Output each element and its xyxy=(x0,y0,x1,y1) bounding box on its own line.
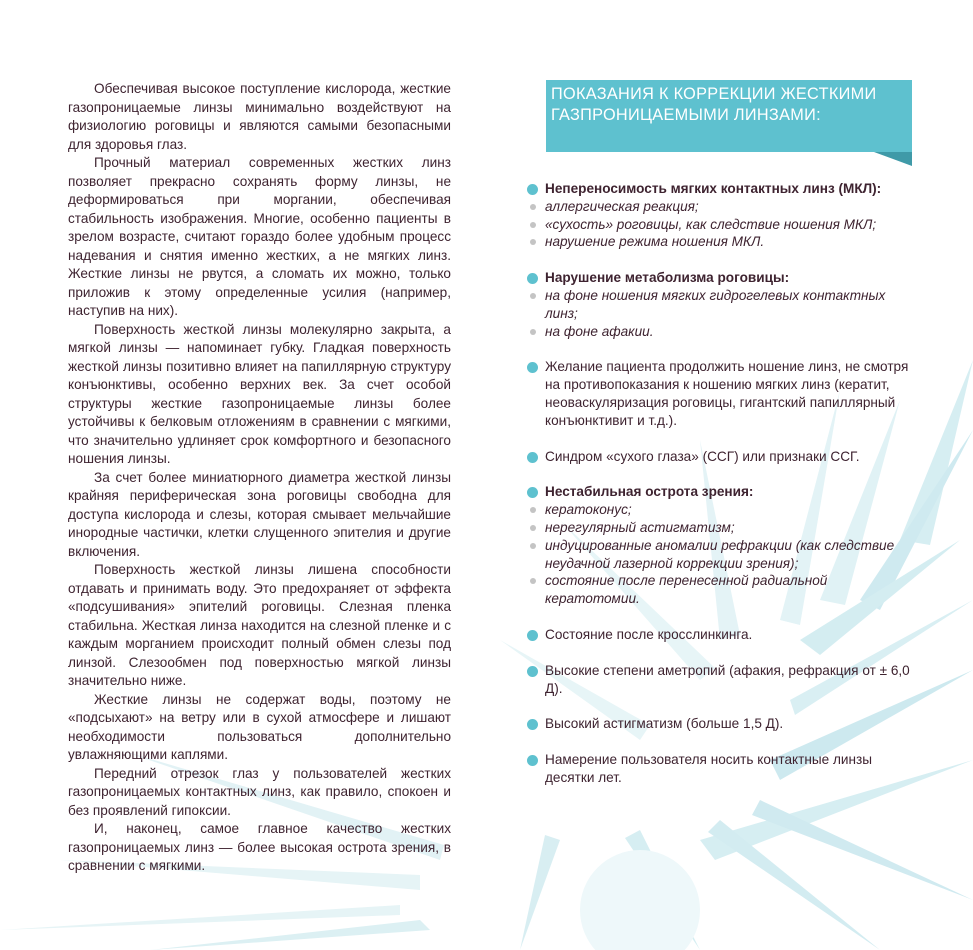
indication-subitem xyxy=(525,233,915,251)
indication-subitem xyxy=(525,216,915,234)
indication-item xyxy=(525,715,915,733)
indication-text: Непереносимость мягких контактных линз (МКЛ): xyxy=(545,181,882,196)
indication-item xyxy=(525,483,915,608)
indication-heading xyxy=(525,358,915,429)
sub-bullet-icon xyxy=(530,204,536,210)
sub-bullet-icon xyxy=(530,239,536,245)
indication-text: Высокие степени аметропий (афакия, рефракция от ± 6,0 Д). xyxy=(545,662,910,696)
subitem-text: нерегулярный астигматизм; xyxy=(545,519,735,535)
indication-subitem xyxy=(525,572,915,608)
indication-subitem xyxy=(525,198,915,216)
paragraph: Передний отрезок глаз у пользователей жестких газопроницаемых контактных линз, как правило, спокоен и без проявлений гипоксии. xyxy=(68,765,451,818)
indication-subitem xyxy=(525,537,915,573)
indication-item xyxy=(525,269,915,340)
bullet-icon xyxy=(527,719,538,730)
paragraph: И, наконец, самое главное качество жестких газопроницаемых линз — более высокая острота зрения, в сравнении с мягкими. xyxy=(68,821,451,873)
indication-item xyxy=(525,358,915,429)
sub-bullet-icon xyxy=(530,578,536,584)
subitem-text: состояние после перенесенной радиальной кератотомии. xyxy=(545,573,828,607)
indication-text: Нестабильная острота зрения: xyxy=(545,484,754,500)
indication-item xyxy=(525,180,915,251)
indication-heading xyxy=(525,269,915,287)
indication-subitem xyxy=(525,519,915,537)
indication-text: Синдром «сухого глаза» (ССГ) или признаки ССГ. xyxy=(545,448,860,464)
indication-text: Высокий астигматизм (больше 1,5 Д). xyxy=(545,716,784,732)
indication-text: Нарушение метаболизма роговицы: xyxy=(545,270,790,286)
subitem-text: на фоне ношения мягких гидрогелевых контактных линз; xyxy=(545,287,886,321)
sub-bullet-icon xyxy=(530,525,536,531)
bullet-icon xyxy=(527,630,538,641)
bullet-icon xyxy=(527,666,538,677)
subitem-text: «сухость» роговицы, как следствие ношения МКЛ; xyxy=(545,216,877,232)
indication-text: Желание пациента продолжить ношение линз, не смотря на противопоказания к ношению мягких линз (кератит, неоваскуляризация роговицы, гигантский папиллярный конъюнктивит и т.д.). xyxy=(545,359,909,428)
sub-bullet-icon xyxy=(530,329,536,335)
paragraph: Поверхность жесткой линзы молекулярно закрыта, а мягкой линзы — напоминает губку. Гладкая поверхность жесткой линзы позитивно влияет на папиллярную структуру конъюнктивы, особенно верхних век. За счет особой структуры жесткие газопроницаемые линзы более устойчивы к белковым отложениям в сравнении с мягкими, что значительно удлиняет срок комфортного и безопасного ношения линзы. xyxy=(68,321,451,466)
indication-heading xyxy=(525,662,915,698)
sub-bullet-icon xyxy=(530,222,536,228)
bullet-icon xyxy=(527,273,538,284)
paragraph: Поверхность жесткой линзы лишена способности отдавать и принимать воду. Это предохраняет от эффекта «подсушивания» эпителий роговицы. Слезная пленка стабильна. Жесткая линза находится на слезной пленке и с каждым морганием происходит полный обмен слезы под линзой. Слезообмен под поверхностью мягкой линзы значительно ниже. xyxy=(68,562,451,688)
indication-heading xyxy=(525,448,915,466)
indication-heading xyxy=(525,751,915,787)
subitem-text: нарушение режима ношения МКЛ. xyxy=(545,234,765,250)
indication-item xyxy=(525,751,915,787)
bullet-icon xyxy=(527,755,538,766)
indication-heading xyxy=(525,180,915,198)
subitem-text: на фоне афакии. xyxy=(545,323,654,339)
paragraph: Жесткие линзы не содержат воды, поэтому не «подсыхают» на ветру или в сухой атмосфере и лишают необходимости пользоваться дополнительно увлажняющими каплями. xyxy=(68,691,451,762)
subitem-text: аллергическая реакция; xyxy=(545,198,699,214)
indication-subitem xyxy=(525,323,915,341)
sub-bullet-icon xyxy=(530,507,536,513)
section-title: ПОКАЗАНИЯ К КОРРЕКЦИИ ЖЕСТКИМИ ГАЗПРОНИЦАЕМЫМИ ЛИНЗАМИ: xyxy=(551,85,877,124)
paragraph: За счет более миниатюрного диаметра жесткой линзы крайняя периферическая зона роговицы свободна для доступа кислорода и слезы, которая смывает мельчайшие инородные частички, клетки слущенного эпителия и другие включения. xyxy=(68,469,451,559)
paragraph: Обеспечивая высокое поступление кислорода, жесткие газопроницаемые линзы минимально воздействуют на физиологию роговицы и являются самыми безопасными для здоровья глаз. xyxy=(68,81,451,152)
indication-item xyxy=(525,662,915,698)
paragraph: Прочный материал современных жестких линз позволяет прекрасно сохранять форму линзы, не деформироваться при моргании, обеспечивая стабильность изображения. Многие, особенно пациенты в зрелом возрасте, считают гораздо более удобным процесс надевания и снятия именно жестких, а не мягких линз. Жесткие линзы не рвутся, а сломать их можно, только приложив к этому определенные усилия (например, наступив на них). xyxy=(68,155,451,318)
subitem-text: индуцированные аномалии рефракции (как следствие неудачной лазерной коррекции зрения); xyxy=(545,537,895,571)
sub-bullet-icon xyxy=(530,543,536,549)
indication-heading xyxy=(525,715,915,733)
banner-fold xyxy=(874,152,912,166)
bullet-icon xyxy=(527,487,538,498)
indication-subitem xyxy=(525,287,915,323)
sub-bullet-icon xyxy=(530,293,536,299)
indication-text: Намерение пользователя носить контактные линзы десятки лет. xyxy=(545,752,873,785)
bullet-icon xyxy=(527,184,538,195)
subitem-text: кератоконус; xyxy=(545,502,632,518)
bullet-icon xyxy=(527,452,538,463)
left-text-column xyxy=(68,80,451,876)
bullet-icon xyxy=(527,362,538,373)
indication-item xyxy=(525,448,915,466)
indication-item xyxy=(525,626,915,644)
indication-text: Состояние после кросслинкинга. xyxy=(545,626,753,642)
indication-heading xyxy=(525,483,915,501)
indication-subitem xyxy=(525,501,915,519)
indication-heading xyxy=(525,626,915,644)
indications-list xyxy=(525,180,915,787)
